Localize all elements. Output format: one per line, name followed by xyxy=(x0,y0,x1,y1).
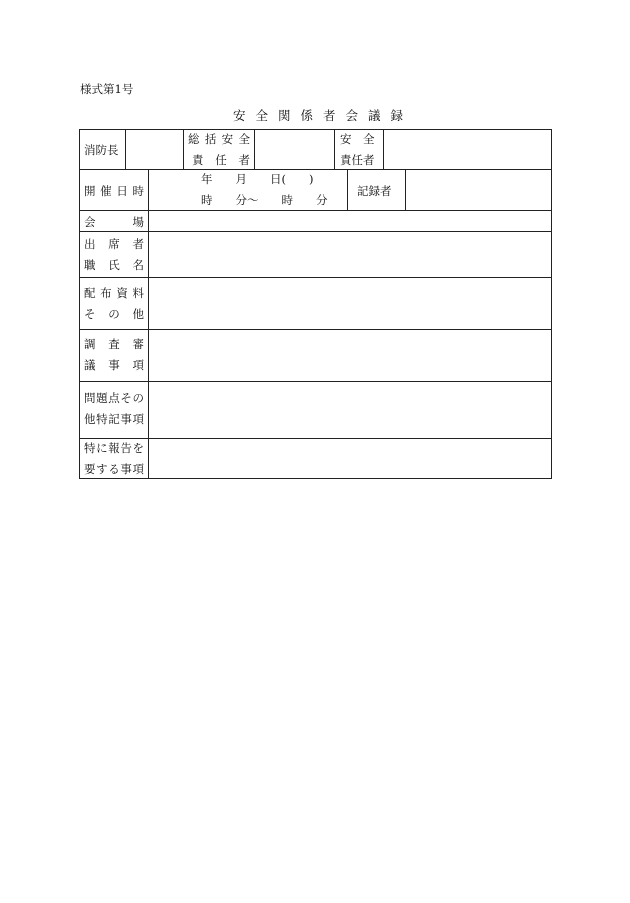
safety-manager-label: 安 全 責任者 xyxy=(340,132,375,167)
deliberation-field[interactable] xyxy=(149,329,551,381)
recorder-field[interactable] xyxy=(405,169,551,210)
document-title: 安全関係者会議録 xyxy=(232,108,413,123)
attendees-field[interactable] xyxy=(149,231,551,277)
table-border-left xyxy=(79,129,80,479)
column-divider xyxy=(347,169,348,211)
deliberation-label: 調 査 審 議 事 項 xyxy=(84,337,144,372)
recorder-label: 記録者 xyxy=(357,184,392,198)
report-label: 特に報告を 要する事項 xyxy=(84,441,144,476)
fire-chief-label: 消防長 xyxy=(84,143,119,157)
attendees-label: 出 席 者 職 氏 名 xyxy=(84,237,144,272)
materials-label: 配布資料 そ の 他 xyxy=(84,286,144,321)
safety-manager-signature-field[interactable] xyxy=(383,129,551,169)
fire-chief-signature-field[interactable] xyxy=(125,129,183,169)
general-safety-manager-signature-field[interactable] xyxy=(254,129,334,169)
report-field[interactable] xyxy=(149,438,551,478)
meeting-date-line: 年 月 日( ) xyxy=(201,172,314,186)
meeting-datetime-label: 開催日時 xyxy=(84,184,144,198)
meeting-time-line: 時 分〜 時 分 xyxy=(201,193,328,207)
meeting-datetime-field[interactable] xyxy=(149,169,347,210)
table-border-right xyxy=(551,129,552,479)
form-number: 様式第1号 xyxy=(80,82,134,96)
materials-field[interactable] xyxy=(149,277,551,329)
general-safety-manager-label: 総括安全 責 任 者 xyxy=(188,132,250,167)
table-border-bottom xyxy=(79,478,552,479)
issues-label: 問題点その 他特記事項 xyxy=(84,391,144,426)
column-divider xyxy=(183,129,184,170)
venue-field[interactable] xyxy=(149,210,551,231)
venue-label: 会 場 xyxy=(84,215,144,229)
column-divider xyxy=(334,129,335,170)
issues-field[interactable] xyxy=(149,381,551,438)
